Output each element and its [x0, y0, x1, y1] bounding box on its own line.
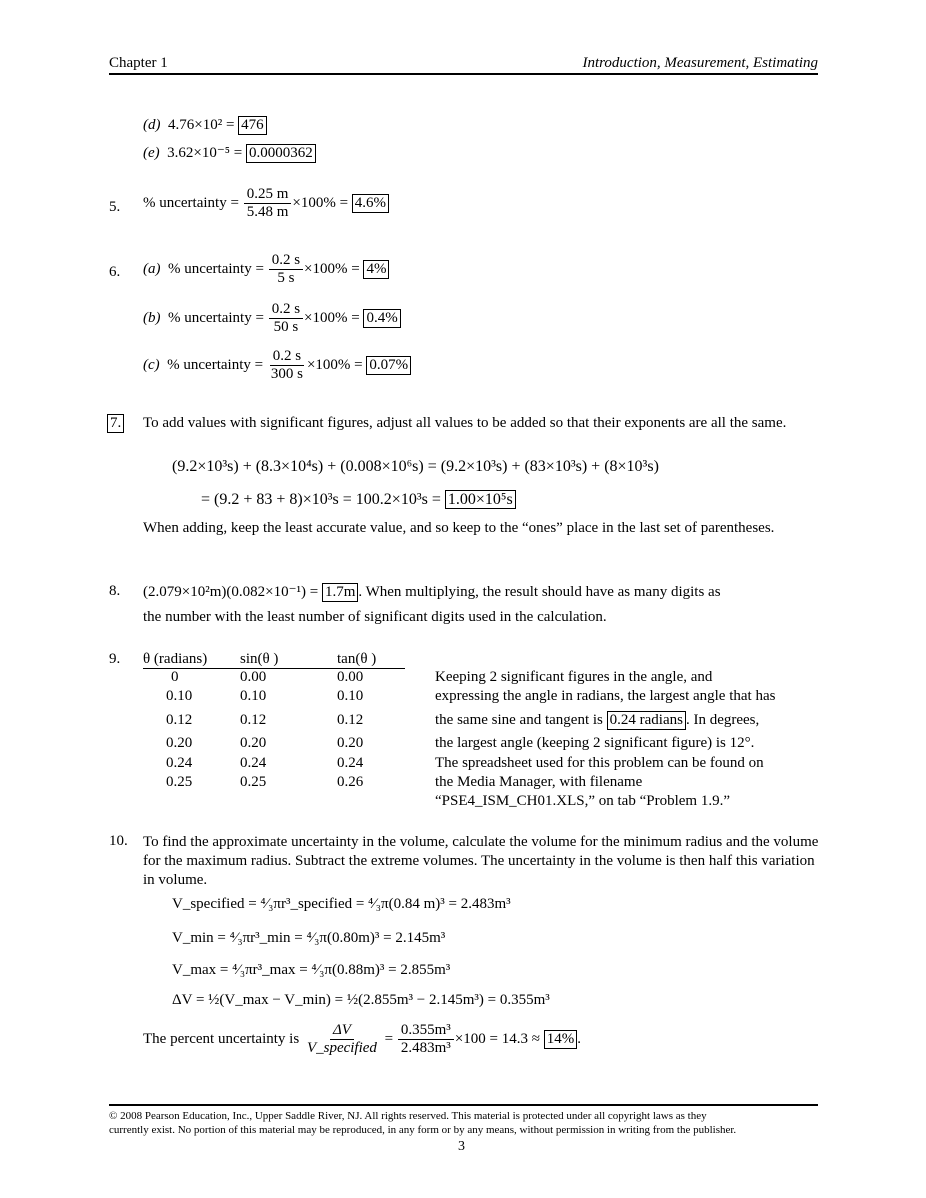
answer-box: 0.07%	[366, 356, 411, 375]
table-header: sin(θ )	[240, 651, 279, 667]
footer-rule	[109, 1104, 818, 1106]
answer-box: 4%	[363, 260, 389, 279]
table-cell: 0.26	[337, 774, 364, 790]
p7-eq2: = (9.2 + 83 + 8)×10³s = 100.2×10³s = 1.00×10⁵s	[201, 490, 516, 509]
p9-number: 9.	[109, 651, 121, 667]
answer-box: 1.00×10⁵s	[445, 490, 516, 509]
table-cell: 0.20	[166, 735, 193, 751]
table-cell: 0.24	[166, 755, 193, 771]
p4d: (d) 4.76×10² = 476	[143, 116, 267, 135]
answer-box: 0.24 radians	[607, 711, 686, 730]
table-cell: 0.25	[166, 774, 193, 790]
p6c: (c) % uncertainty = $\frac{0.2 s}{300 s}$ ×100% = 0.07%	[143, 348, 411, 383]
table-cell: 0.12	[337, 712, 364, 728]
p7-number: 7.	[107, 414, 124, 433]
table-cell: 0.20	[240, 735, 267, 751]
p5-number: 5.	[109, 199, 121, 215]
p6a: (a) % uncertainty = $\frac{0.2 s}{5 s}$ ×100% = 4%	[143, 252, 389, 287]
table-cell: 0.20	[337, 735, 364, 751]
header-rule	[109, 73, 818, 75]
table-cell: 0.25	[240, 774, 267, 790]
p10-eq-max: V_max = ⁴⁄₃πr³_max = ⁴⁄₃π(0.88m)³ = 2.855m³	[172, 962, 451, 978]
footer-copyright-2: currently exist. No portion of this material may be reproduced, in any form or by any means, without permission in writing from the publisher.	[109, 1124, 737, 1136]
p10-number: 10.	[109, 833, 128, 849]
table-cell: 0.00	[337, 669, 364, 685]
table-cell: 0.10	[166, 688, 193, 704]
table-cell: 0.24	[337, 755, 364, 771]
table-cell: 0.24	[240, 755, 267, 771]
p7-text: To add values with significant figures, adjust all values to be added so that their exponents are all the same.	[143, 415, 787, 431]
p8-line2: the number with the least number of significant digits used in the calculation.	[143, 609, 607, 625]
table-header-rule	[143, 668, 405, 669]
p4e: (e) 3.62×10⁻⁵ = 0.0000362	[143, 143, 316, 163]
table-cell: 0.10	[337, 688, 364, 704]
p5-equation: % uncertainty = $\frac{0.25 m}{5.48 m}$ ×100% = 4.6%	[143, 186, 389, 221]
p10-text: To find the approximate uncertainty in the volume, calculate the volume for the minimum radius and the volume for the maximum radius. Subtract the extreme volumes. The uncertainty in the volume is then half this variation in volume.	[143, 834, 819, 888]
header-chapter: Chapter 1	[109, 55, 168, 71]
footer-copyright-1: © 2008 Pearson Education, Inc., Upper Saddle River, NJ. All rights reserved. This material is protected under all copyright laws as they	[109, 1110, 707, 1122]
p8-number: 8.	[109, 583, 121, 599]
answer-box: 14%	[544, 1030, 578, 1049]
table-cell: 0.12	[166, 712, 193, 728]
answer-box: 4.6%	[352, 194, 389, 213]
answer-box: 0.0000362	[246, 144, 316, 163]
p10-eq-min: V_min = ⁴⁄₃πr³_min = ⁴⁄₃π(0.80m)³ = 2.145m³	[172, 930, 446, 946]
table-cell: 0.12	[240, 712, 267, 728]
p7-eq1: (9.2×10³s) + (8.3×10⁴s) + (0.008×10⁶s) = (9.2×10³s) + (83×10³s) + (8×10³s)	[172, 458, 659, 475]
answer-box: 476	[238, 116, 267, 135]
p6-number: 6.	[109, 264, 121, 280]
answer-box: 0.4%	[363, 309, 400, 328]
p10-final: The percent uncertainty is $\frac{\Delta V}{\text{V\_specified}}$ = $\frac{\text{0.355m³}}{\text{2.483m³}}$ ×100 = 14.3 ≈ 14% .	[143, 1022, 581, 1056]
p10-eq-specified: V_specified = ⁴⁄₃πr³_specified = ⁴⁄₃π(0.84 m)³ = 2.483m³	[172, 896, 511, 912]
p6b: (b) % uncertainty = $\frac{0.2 s}{50 s}$ ×100% = 0.4%	[143, 301, 401, 336]
answer-box: 1.7m	[322, 583, 358, 602]
p7-note: When adding, keep the least accurate value, and so keep to the “ones” place in the last set of parentheses.	[143, 520, 775, 536]
page-number: 3	[458, 1139, 465, 1154]
table-cell: 0	[171, 669, 179, 685]
p8-line1: (2.079×10²m)(0.082×10⁻¹) = 1.7m . When multiplying, the result should have as many digits as	[143, 584, 721, 600]
table-cell: 0.10	[240, 688, 267, 704]
table-header: θ (radians)	[143, 651, 208, 667]
table-cell: 0.00	[240, 669, 267, 685]
p10-eq-delta: ΔV = ½(V_max − V_min) = ½(2.855m³ − 2.145m³) = 0.355m³	[172, 992, 550, 1008]
header-title: Introduction, Measurement, Estimating	[582, 55, 818, 71]
table-header: tan(θ )	[337, 651, 377, 667]
